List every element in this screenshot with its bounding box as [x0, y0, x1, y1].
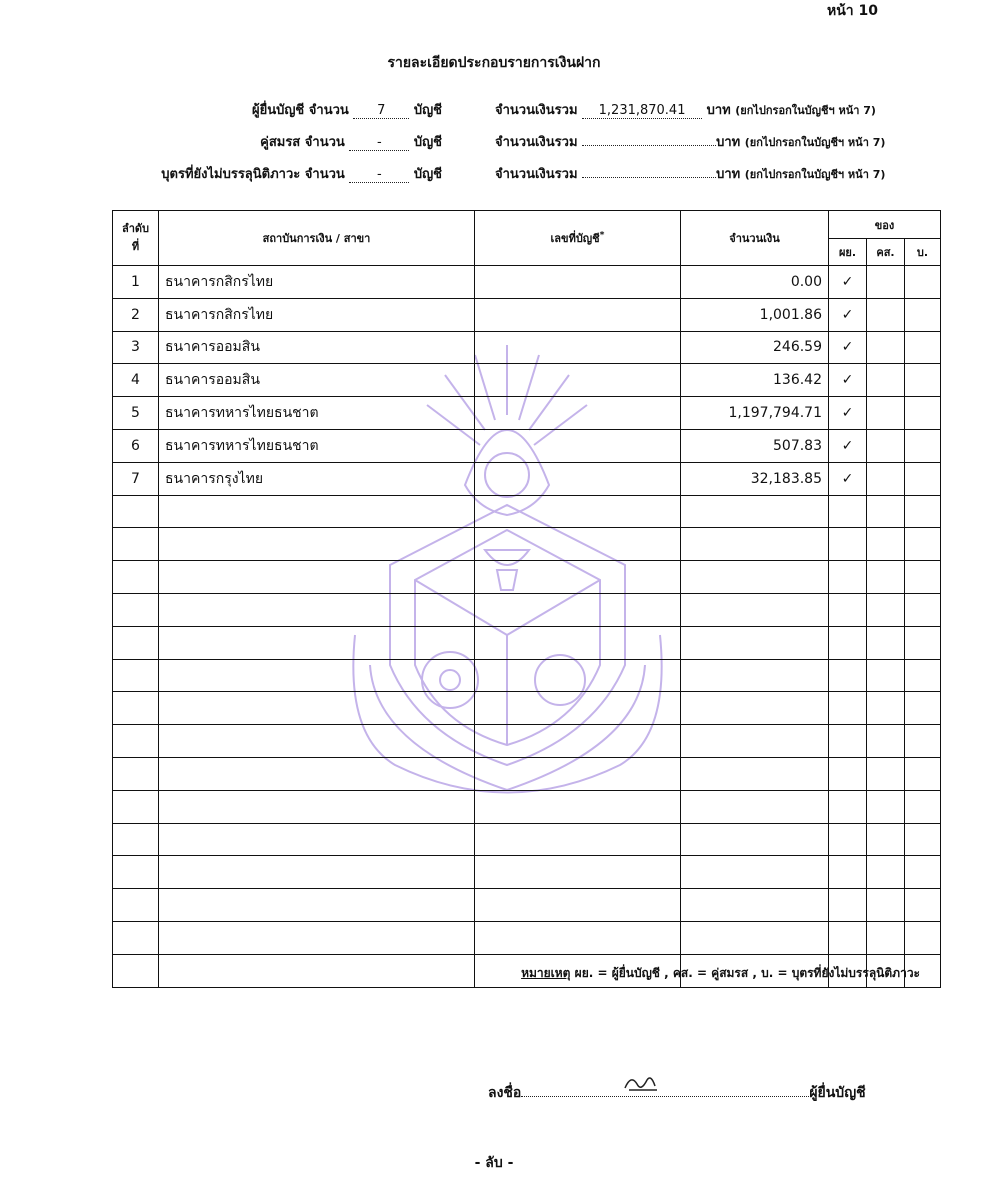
row-owner-spouse	[867, 462, 905, 495]
row-number	[113, 757, 159, 790]
row-owner-spouse	[867, 266, 905, 299]
header-owner-spouse: คส.	[867, 239, 905, 266]
row-amount: 1,001.86	[681, 298, 829, 331]
row-account-number	[475, 725, 681, 758]
table-row	[113, 561, 941, 594]
row-amount	[681, 593, 829, 626]
row-institution: ธนาคารกสิกรไทย	[159, 298, 475, 331]
row-owner-self: ✓	[829, 397, 867, 430]
row-institution	[159, 593, 475, 626]
total-label: จำนวนเงินรวม	[495, 135, 578, 150]
table-row	[113, 757, 941, 790]
row-amount	[681, 757, 829, 790]
row-owner-self	[829, 823, 867, 856]
row-account-number	[475, 626, 681, 659]
signature-line	[488, 1082, 866, 1104]
row-institution	[159, 889, 475, 922]
row-account-number	[475, 593, 681, 626]
count-field: -	[349, 167, 409, 183]
table-row	[113, 856, 941, 889]
row-account-number	[475, 266, 681, 299]
row-amount: 1,197,794.71	[681, 397, 829, 430]
row-institution: ธนาคารออมสิน	[159, 331, 475, 364]
row-number: 5	[113, 397, 159, 430]
table-row	[113, 725, 941, 758]
table-row	[113, 528, 941, 561]
row-amount	[681, 626, 829, 659]
row-amount: 136.42	[681, 364, 829, 397]
row-owner-self	[829, 921, 867, 954]
row-account-number	[475, 397, 681, 430]
row-number	[113, 954, 159, 987]
row-number: 4	[113, 364, 159, 397]
row-owner-child	[905, 429, 941, 462]
currency-label: บาท	[716, 167, 741, 182]
row-account-number	[475, 790, 681, 823]
table-row	[113, 889, 941, 922]
row-amount	[681, 561, 829, 594]
signature-suffix: ผู้ยื่นบัญชี	[809, 1085, 866, 1101]
row-number	[113, 856, 159, 889]
table-row	[113, 462, 941, 495]
owner-label: คู่สมรส	[260, 135, 301, 150]
row-number: 2	[113, 298, 159, 331]
row-owner-child	[905, 528, 941, 561]
row-owner-child	[905, 364, 941, 397]
row-number: 7	[113, 462, 159, 495]
summary-spouse	[260, 131, 442, 152]
row-owner-self: ✓	[829, 429, 867, 462]
row-owner-spouse	[867, 495, 905, 528]
row-account-number	[475, 692, 681, 725]
row-number	[113, 725, 159, 758]
count-label: จำนวน	[304, 167, 345, 182]
row-owner-self	[829, 626, 867, 659]
row-owner-child	[905, 593, 941, 626]
row-amount	[681, 528, 829, 561]
row-number	[113, 889, 159, 922]
summary-declarant	[252, 99, 442, 120]
classification-label: - ลับ -	[474, 1155, 514, 1171]
unit-label: บัญชี	[413, 135, 442, 150]
total-label: จำนวนเงินรวม	[495, 103, 578, 118]
row-account-number	[475, 856, 681, 889]
table-row	[113, 659, 941, 692]
row-institution	[159, 692, 475, 725]
count-field: -	[349, 135, 409, 151]
row-account-number	[475, 495, 681, 528]
row-institution	[159, 528, 475, 561]
row-owner-self	[829, 889, 867, 922]
row-number	[113, 593, 159, 626]
row-institution	[159, 561, 475, 594]
row-number	[113, 921, 159, 954]
row-account-number	[475, 429, 681, 462]
row-owner-self	[829, 561, 867, 594]
row-owner-spouse	[867, 561, 905, 594]
row-institution: ธนาคารออมสิน	[159, 364, 475, 397]
header-account-label: เลขที่บัญชี	[550, 232, 600, 245]
row-number	[113, 626, 159, 659]
header-account-number	[475, 211, 681, 266]
table-row	[113, 921, 941, 954]
unit-label: บัญชี	[413, 167, 442, 182]
row-amount	[681, 725, 829, 758]
row-amount: 0.00	[681, 266, 829, 299]
summary-spouse-total	[495, 131, 885, 152]
row-owner-spouse	[867, 823, 905, 856]
row-number	[113, 692, 159, 725]
total-field: 1,231,870.41	[582, 103, 702, 119]
page-number: หน้า 10	[826, 3, 878, 19]
carry-note: (ยกไปกรอกในบัญชีฯ หน้า 7)	[735, 104, 876, 117]
signature-field	[521, 1082, 809, 1097]
row-institution	[159, 725, 475, 758]
footnote-label: หมายเหตุ	[521, 966, 571, 980]
total-field	[582, 145, 716, 146]
row-owner-self	[829, 856, 867, 889]
row-account-number	[475, 889, 681, 922]
table-row	[113, 626, 941, 659]
row-institution	[159, 626, 475, 659]
row-owner-self	[829, 495, 867, 528]
carry-note: (ยกไปกรอกในบัญชีฯ หน้า 7)	[744, 168, 886, 181]
table-row	[113, 593, 941, 626]
row-owner-child	[905, 659, 941, 692]
row-number: 6	[113, 429, 159, 462]
row-owner-spouse	[867, 692, 905, 725]
row-owner-child	[905, 921, 941, 954]
row-owner-child	[905, 266, 941, 299]
row-owner-self	[829, 790, 867, 823]
row-number	[113, 495, 159, 528]
currency-label: บาท	[716, 135, 741, 150]
row-owner-spouse	[867, 298, 905, 331]
row-amount	[681, 856, 829, 889]
row-account-number	[475, 561, 681, 594]
header-account-star: *	[599, 229, 605, 241]
carry-note: (ยกไปกรอกในบัญชีฯ หน้า 7)	[744, 136, 886, 149]
table-row	[113, 429, 941, 462]
row-owner-child	[905, 856, 941, 889]
row-institution: ธนาคารทหารไทยธนชาต	[159, 397, 475, 430]
row-number	[113, 823, 159, 856]
table-row	[113, 790, 941, 823]
row-account-number	[475, 528, 681, 561]
row-owner-self: ✓	[829, 298, 867, 331]
row-owner-spouse	[867, 725, 905, 758]
row-number	[113, 528, 159, 561]
row-number	[113, 561, 159, 594]
row-owner-child	[905, 790, 941, 823]
row-owner-self: ✓	[829, 331, 867, 364]
header-institution: สถาบันการเงิน / สาขา	[159, 211, 475, 266]
row-owner-spouse	[867, 757, 905, 790]
table-row	[113, 692, 941, 725]
row-owner-spouse	[867, 626, 905, 659]
row-amount	[681, 921, 829, 954]
table-row	[113, 298, 941, 331]
count-label: จำนวน	[308, 103, 349, 118]
count-label: จำนวน	[304, 135, 345, 150]
row-institution	[159, 659, 475, 692]
table-row	[113, 331, 941, 364]
row-owner-child	[905, 626, 941, 659]
row-owner-spouse	[867, 856, 905, 889]
row-owner-self	[829, 692, 867, 725]
unit-label: บัญชี	[413, 103, 442, 118]
row-owner-child	[905, 725, 941, 758]
row-owner-child	[905, 692, 941, 725]
summary-declarant-total	[495, 99, 876, 120]
summary-child-total	[495, 163, 885, 184]
row-account-number	[475, 823, 681, 856]
row-owner-child	[905, 495, 941, 528]
row-institution: ธนาคารกรุงไทย	[159, 462, 475, 495]
row-owner-child	[905, 823, 941, 856]
header-owner-child: บ.	[905, 239, 941, 266]
row-number	[113, 790, 159, 823]
row-owner-child	[905, 757, 941, 790]
summary-child	[161, 163, 442, 184]
row-owner-spouse	[867, 593, 905, 626]
row-amount	[681, 495, 829, 528]
row-owner-child	[905, 397, 941, 430]
page-title: รายละเอียดประกอบรายการเงินฝาก	[387, 55, 601, 71]
row-number	[113, 659, 159, 692]
count-field: 7	[353, 103, 409, 119]
row-institution	[159, 790, 475, 823]
owner-label: บุตรที่ยังไม่บรรลุนิติภาวะ	[161, 167, 301, 182]
row-owner-spouse	[867, 364, 905, 397]
row-account-number	[475, 921, 681, 954]
row-amount	[681, 823, 829, 856]
total-field	[582, 177, 716, 178]
row-owner-self	[829, 528, 867, 561]
row-owner-self	[829, 757, 867, 790]
row-account-number	[475, 364, 681, 397]
table-row	[113, 266, 941, 299]
row-amount: 507.83	[681, 429, 829, 462]
row-owner-spouse	[867, 331, 905, 364]
owner-label: ผู้ยื่นบัญชี	[251, 103, 305, 118]
row-owner-self	[829, 659, 867, 692]
header-no: ลำดับ ที่	[113, 211, 159, 266]
row-institution: ธนาคารกสิกรไทย	[159, 266, 475, 299]
row-amount	[681, 790, 829, 823]
signature-prefix: ลงชื่อ	[488, 1085, 522, 1101]
row-institution	[159, 495, 475, 528]
row-owner-spouse	[867, 429, 905, 462]
row-owner-spouse	[867, 659, 905, 692]
total-label: จำนวนเงินรวม	[495, 167, 578, 182]
footnote	[521, 964, 920, 983]
row-owner-child	[905, 462, 941, 495]
row-owner-spouse	[867, 790, 905, 823]
header-owner: ของ	[829, 211, 941, 239]
table-row	[113, 495, 941, 528]
row-owner-self	[829, 725, 867, 758]
row-owner-spouse	[867, 397, 905, 430]
row-institution	[159, 921, 475, 954]
row-amount: 246.59	[681, 331, 829, 364]
table-row	[113, 397, 941, 430]
row-institution	[159, 757, 475, 790]
row-owner-child	[905, 331, 941, 364]
row-institution	[159, 856, 475, 889]
row-owner-child	[905, 889, 941, 922]
row-owner-spouse	[867, 528, 905, 561]
signature-mark	[621, 1072, 661, 1094]
currency-label: บาท	[706, 103, 731, 118]
row-number: 3	[113, 331, 159, 364]
row-owner-self: ✓	[829, 462, 867, 495]
row-institution	[159, 954, 475, 987]
row-institution	[159, 823, 475, 856]
row-amount	[681, 659, 829, 692]
row-owner-self: ✓	[829, 266, 867, 299]
row-owner-child	[905, 561, 941, 594]
row-amount	[681, 889, 829, 922]
row-institution: ธนาคารทหารไทยธนชาต	[159, 429, 475, 462]
row-owner-self: ✓	[829, 364, 867, 397]
row-number: 1	[113, 266, 159, 299]
row-account-number	[475, 462, 681, 495]
deposit-table	[112, 210, 941, 988]
header-amount: จำนวนเงิน	[681, 211, 829, 266]
row-account-number	[475, 659, 681, 692]
row-owner-spouse	[867, 921, 905, 954]
footnote-text: ผย. = ผู้ยื่นบัญชี , คส. = คู่สมรส , บ. = บุตรที่ยังไม่บรรลุนิติภาวะ	[574, 966, 920, 980]
table-row	[113, 823, 941, 856]
row-owner-spouse	[867, 889, 905, 922]
row-account-number	[475, 298, 681, 331]
row-amount	[681, 692, 829, 725]
row-amount: 32,183.85	[681, 462, 829, 495]
table-row	[113, 364, 941, 397]
row-account-number	[475, 331, 681, 364]
row-account-number	[475, 757, 681, 790]
header-owner-self: ผย.	[829, 239, 867, 266]
row-owner-self	[829, 593, 867, 626]
row-owner-child	[905, 298, 941, 331]
